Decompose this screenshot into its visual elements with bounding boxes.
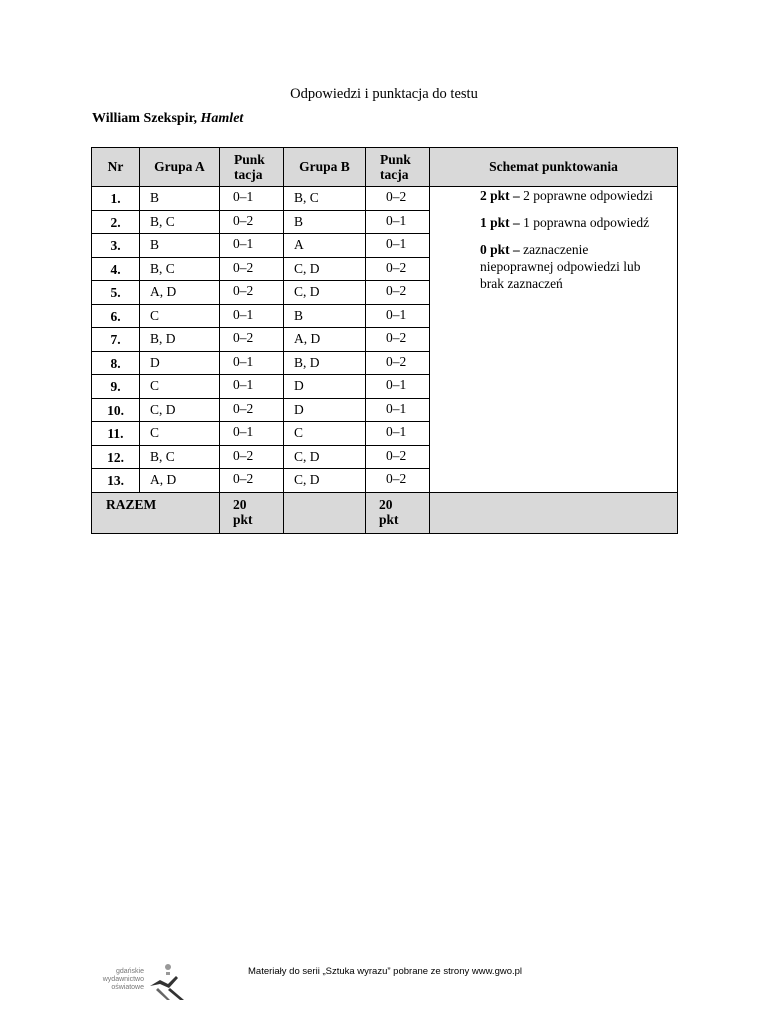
- group-b-points: 0–2: [366, 445, 430, 469]
- question-number: 3.: [92, 234, 140, 258]
- publisher-logo: [86, 962, 196, 1006]
- group-b-points: 0–2: [366, 328, 430, 352]
- group-b-answer: C, D: [284, 281, 366, 305]
- group-b-points: 0–1: [366, 210, 430, 234]
- group-a-answer: B, C: [140, 210, 220, 234]
- table-header-row: [92, 148, 678, 187]
- group-a-answer: C: [140, 422, 220, 446]
- work-title: Hamlet: [200, 111, 244, 126]
- author-name: William Szekspir,: [92, 111, 198, 126]
- total-label: RAZEM: [92, 492, 220, 533]
- question-number: 6.: [92, 304, 140, 328]
- group-b-points: 0–1: [366, 304, 430, 328]
- group-a-answer: C: [140, 304, 220, 328]
- question-number: 12.: [92, 445, 140, 469]
- group-a-answer: B: [140, 234, 220, 258]
- question-number: 9.: [92, 375, 140, 399]
- logo-text: [103, 968, 144, 992]
- group-b-points: 0–1: [366, 234, 430, 258]
- question-number: 4.: [92, 257, 140, 281]
- group-a-points: 0–2: [220, 398, 284, 422]
- group-a-points: 0–2: [220, 445, 284, 469]
- group-b-answer: C, D: [284, 469, 366, 493]
- scheme-one-label: 1 pkt –: [480, 215, 520, 230]
- question-number: 13.: [92, 469, 140, 493]
- scheme-two-text: 2 poprawne odpowiedzi: [523, 188, 653, 203]
- header-points-b-line1: Punk: [380, 152, 411, 167]
- group-b-answer: B, D: [284, 351, 366, 375]
- scheme-two-points: [480, 187, 663, 204]
- table-row: [92, 187, 678, 211]
- header-nr: Nr: [92, 148, 140, 187]
- group-a-points: 0–1: [220, 422, 284, 446]
- question-number: 1.: [92, 187, 140, 211]
- group-a-answer: B: [140, 187, 220, 211]
- scheme-one-point: [480, 214, 663, 231]
- total-row: [92, 492, 678, 533]
- group-a-points: 0–1: [220, 187, 284, 211]
- group-b-points: 0–1: [366, 375, 430, 399]
- question-number: 5.: [92, 281, 140, 305]
- group-b-answer: C, D: [284, 445, 366, 469]
- total-a-unit: pkt: [233, 511, 253, 527]
- group-a-points: 0–1: [220, 375, 284, 399]
- group-b-answer: A: [284, 234, 366, 258]
- total-points-b: [366, 492, 430, 533]
- question-number: 11.: [92, 422, 140, 446]
- group-a-points: 0–2: [220, 210, 284, 234]
- scheme-zero-points: [480, 241, 663, 292]
- group-a-answer: D: [140, 351, 220, 375]
- scheme-one-text: 1 poprawna odpowiedź: [523, 215, 650, 230]
- group-a-answer: A, D: [140, 281, 220, 305]
- scheme-zero-text: zaznaczenie niepoprawnej odpowiedzi lub brak zaznaczeń: [480, 242, 641, 291]
- total-a-value: 20: [233, 496, 247, 512]
- group-b-answer: C, D: [284, 257, 366, 281]
- scheme-two-label: 2 pkt –: [480, 188, 520, 203]
- group-a-answer: C: [140, 375, 220, 399]
- group-b-points: 0–2: [366, 281, 430, 305]
- group-b-points: 0–2: [366, 187, 430, 211]
- header-group-b: Grupa B: [284, 148, 366, 187]
- document-subtitle: [92, 111, 243, 127]
- group-b-points: 0–2: [366, 469, 430, 493]
- logo-line-3: oświatowe: [111, 984, 144, 991]
- group-a-answer: B, C: [140, 257, 220, 281]
- total-b-value: 20: [379, 496, 393, 512]
- group-a-points: 0–1: [220, 234, 284, 258]
- group-b-answer: B: [284, 304, 366, 328]
- group-a-points: 0–2: [220, 469, 284, 493]
- scheme-zero-label: 0 pkt –: [480, 242, 520, 257]
- header-points-a-line2: tacja: [234, 167, 263, 182]
- total-points-a: [220, 492, 284, 533]
- group-b-points: 0–1: [366, 422, 430, 446]
- answers-table: [91, 147, 678, 534]
- total-group-b-empty: [284, 492, 366, 533]
- question-number: 2.: [92, 210, 140, 234]
- group-b-answer: B: [284, 210, 366, 234]
- group-b-points: 0–2: [366, 351, 430, 375]
- group-b-answer: D: [284, 398, 366, 422]
- document-title: Odpowiedzi i punktacja do testu: [290, 86, 478, 102]
- group-a-answer: B, C: [140, 445, 220, 469]
- group-b-answer: D: [284, 375, 366, 399]
- logo-line-2: wydawnictwo: [102, 976, 144, 983]
- scoring-scheme: [430, 187, 678, 493]
- group-b-answer: A, D: [284, 328, 366, 352]
- header-points-b: [366, 148, 430, 187]
- group-a-points: 0–2: [220, 257, 284, 281]
- group-a-answer: C, D: [140, 398, 220, 422]
- group-b-answer: C: [284, 422, 366, 446]
- logo-line-1: gdańskie: [115, 968, 144, 975]
- total-b-unit: pkt: [379, 511, 399, 527]
- header-group-a: Grupa A: [140, 148, 220, 187]
- group-a-points: 0–2: [220, 328, 284, 352]
- group-b-points: 0–2: [366, 257, 430, 281]
- header-points-a: [220, 148, 284, 187]
- header-scheme: Schemat punktowania: [430, 148, 678, 187]
- header-points-b-line2: tacja: [380, 167, 409, 182]
- footer-note: Materiały do serii „Sztuka wyrazu” pobrane ze strony www.gwo.pl: [248, 966, 523, 977]
- group-a-points: 0–1: [220, 351, 284, 375]
- group-a-answer: B, D: [140, 328, 220, 352]
- group-a-answer: A, D: [140, 469, 220, 493]
- question-number: 8.: [92, 351, 140, 375]
- group-a-points: 0–2: [220, 281, 284, 305]
- total-scheme-empty: [430, 492, 678, 533]
- question-number: 10.: [92, 398, 140, 422]
- group-a-points: 0–1: [220, 304, 284, 328]
- header-points-a-line1: Punk: [234, 152, 265, 167]
- group-b-points: 0–1: [366, 398, 430, 422]
- question-number: 7.: [92, 328, 140, 352]
- gwo-logo-icon: [146, 962, 186, 1002]
- group-b-answer: B, C: [284, 187, 366, 211]
